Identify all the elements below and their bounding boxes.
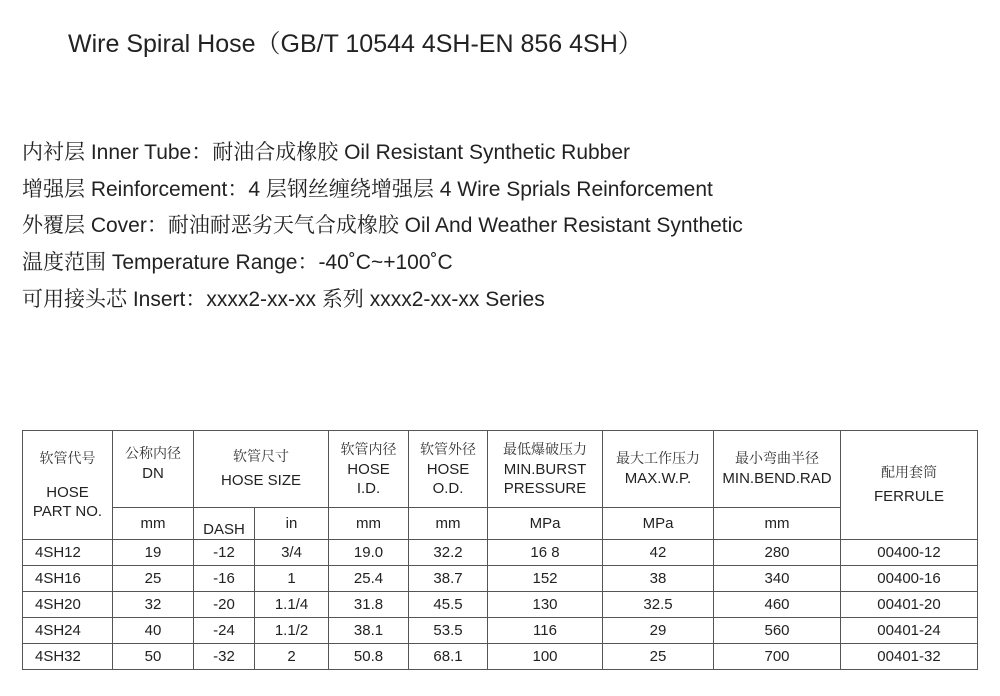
cell-burst: 130 <box>488 592 603 618</box>
cell-part-no: 4SH24 <box>23 618 113 644</box>
table-row <box>23 618 978 644</box>
cell-dash: -20 <box>194 592 255 618</box>
header-burst: 最低爆破压力 MIN.BURST PRESSURE <box>488 431 603 508</box>
cell-wp: 25 <box>603 644 714 670</box>
header-part-no: 软管代号 HOSE PART NO. <box>23 431 113 540</box>
unit-burst: MPa <box>488 508 603 540</box>
cell-part-no: 4SH20 <box>23 592 113 618</box>
spec-table <box>22 430 978 670</box>
cell-part-no: 4SH32 <box>23 644 113 670</box>
cell-id: 31.8 <box>329 592 409 618</box>
spec-cover: 外覆层 Cover：耐油耐恶劣天气合成橡胶 Oil And Weather Resistant Synthetic <box>22 214 743 237</box>
cell-inch: 3/4 <box>255 540 329 566</box>
unit-bend: mm <box>714 508 841 540</box>
cell-id: 50.8 <box>329 644 409 670</box>
cell-inch: 1 <box>255 566 329 592</box>
cell-dn: 25 <box>113 566 194 592</box>
header-ferrule: 配用套筒 FERRULE <box>841 431 978 540</box>
cell-id: 19.0 <box>329 540 409 566</box>
header-od: 软管外径 HOSE O.D. <box>409 431 488 508</box>
cell-burst: 100 <box>488 644 603 670</box>
table-row <box>23 644 978 670</box>
cell-bend: 460 <box>714 592 841 618</box>
cell-id: 38.1 <box>329 618 409 644</box>
cell-od: 68.1 <box>409 644 488 670</box>
cell-bend: 700 <box>714 644 841 670</box>
cell-dn: 40 <box>113 618 194 644</box>
cell-part-no: 4SH16 <box>23 566 113 592</box>
unit-in: in <box>255 508 329 540</box>
cell-od: 32.2 <box>409 540 488 566</box>
cell-inch: 1.1/2 <box>255 618 329 644</box>
header-dn: 公称内径 DN <box>113 431 194 508</box>
unit-dash: DASH <box>194 508 255 540</box>
cell-wp: 29 <box>603 618 714 644</box>
table-row <box>23 540 978 566</box>
cell-dash: -24 <box>194 618 255 644</box>
header-bend: 最小弯曲半径 MIN.BEND.RAD <box>714 431 841 508</box>
spec-temperature: 温度范围 Temperature Range：-40˚C~+100˚C <box>22 251 453 274</box>
page-title: Wire Spiral Hose（GB/T 10544 4SH-EN 856 4SH） <box>68 30 643 58</box>
table-row <box>23 592 978 618</box>
cell-wp: 38 <box>603 566 714 592</box>
unit-id: mm <box>329 508 409 540</box>
header-wp: 最大工作压力 MAX.W.P. <box>603 431 714 508</box>
unit-wp: MPa <box>603 508 714 540</box>
cell-id: 25.4 <box>329 566 409 592</box>
cell-burst: 116 <box>488 618 603 644</box>
spec-inner-tube: 内衬层 Inner Tube：耐油合成橡胶 Oil Resistant Synthetic Rubber <box>22 141 631 164</box>
cell-dash: -16 <box>194 566 255 592</box>
spec-reinforcement: 增强层 Reinforcement：4 层钢丝缠绕增强层 4 Wire Sprials Reinforcement <box>22 178 713 201</box>
cell-dn: 19 <box>113 540 194 566</box>
cell-ferrule: 00401-32 <box>841 644 978 670</box>
cell-inch: 1.1/4 <box>255 592 329 618</box>
cell-od: 38.7 <box>409 566 488 592</box>
cell-burst: 152 <box>488 566 603 592</box>
cell-dn: 32 <box>113 592 194 618</box>
cell-dash: -12 <box>194 540 255 566</box>
cell-dash: -32 <box>194 644 255 670</box>
cell-od: 45.5 <box>409 592 488 618</box>
cell-dn: 50 <box>113 644 194 670</box>
unit-od: mm <box>409 508 488 540</box>
cell-ferrule: 00400-16 <box>841 566 978 592</box>
cell-wp: 42 <box>603 540 714 566</box>
cell-wp: 32.5 <box>603 592 714 618</box>
cell-bend: 340 <box>714 566 841 592</box>
header-hose-size: 软管尺寸 HOSE SIZE <box>194 431 329 508</box>
cell-bend: 560 <box>714 618 841 644</box>
cell-part-no: 4SH12 <box>23 540 113 566</box>
spec-insert: 可用接头芯 Insert：xxxx2-xx-xx 系列 xxxx2-xx-xx Series <box>22 288 545 311</box>
cell-ferrule: 00401-24 <box>841 618 978 644</box>
unit-dn: mm <box>113 508 194 540</box>
cell-od: 53.5 <box>409 618 488 644</box>
table-row <box>23 566 978 592</box>
cell-ferrule: 00400-12 <box>841 540 978 566</box>
cell-ferrule: 00401-20 <box>841 592 978 618</box>
cell-inch: 2 <box>255 644 329 670</box>
header-id: 软管内径 HOSE I.D. <box>329 431 409 508</box>
cell-burst: 16 8 <box>488 540 603 566</box>
cell-bend: 280 <box>714 540 841 566</box>
